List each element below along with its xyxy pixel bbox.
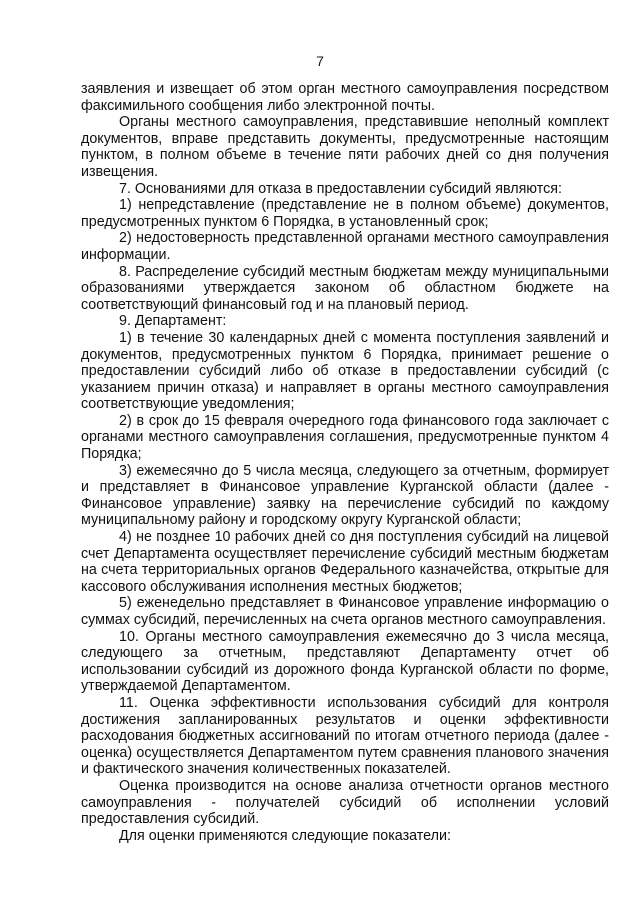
paragraph: 2) недостоверность представленной органами местного самоуправления информации. (81, 230, 609, 263)
paragraph: Оценка производится на основе анализа отчетности органов местного самоуправления - получателей субсидий об исполнении условий предоставления субсидий. (81, 777, 609, 828)
paragraph: заявления и извещает об этом орган местного самоуправления посредством факсимильного сообщения либо электронной почты. (81, 81, 609, 114)
paragraph: 7. Основаниями для отказа в предоставлении субсидий являются: (119, 180, 562, 197)
paragraph: 3) ежемесячно до 5 числа месяца, следующего за отчетным, формирует и представляет в Финансовое управление Курганской области (далее - Финансовое управление) заявку на перечисление субсидий по каждому муниципальному району и городскому округу Курганской области; (81, 462, 609, 529)
paragraph: 4) не позднее 10 рабочих дней со дня поступления субсидий на лицевой счет Департамента осуществляет перечисление субсидий местным бюджетам на счета территориальных органов Федерального казначейства, открытые для кассового обслуживания исполнения местных бюджетов; (81, 529, 609, 595)
paragraph: 8. Распределение субсидий местным бюджетам между муниципальными образованиями утверждается законом об областном бюджете на соответствующий финансовый год и на плановый период. (81, 263, 609, 313)
paragraph: 9. Департамент: (119, 313, 227, 330)
paragraph: 1) в течение 30 календарных дней с момента поступления заявлений и документов, предусмотренных пунктом 6 Порядка, принимает решение о предоставлении субсидий либо об отказе в предоставлении субсидий (с указанием причин отказа) и направляет в органы местного самоуправления соответствующие уведомления; (81, 329, 609, 413)
document-body (81, 81, 609, 844)
page-number: 7 (316, 53, 324, 69)
paragraph: 5) еженедельно представляет в Финансовое управление информацию о суммах субсидий, перечисленных на счета органов местного самоуправления. (81, 595, 609, 628)
paragraph: 1) непредставление (представление не в полном объеме) документов, предусмотренных пунктом 6 Порядка, в установленный срок; (81, 197, 609, 230)
paragraph: 2) в срок до 15 февраля очередного года финансового года заключает с органами местного самоуправления соглашения, предусмотренные пунктом 4 Порядка; (81, 412, 609, 463)
paragraph: 11. Оценка эффективности использования субсидий для контроля достижения запланированных результатов и оценки эффективности расходования бюджетных ассигнований по итогам отчетного периода (далее - оценка) осуществляется Департаментом путем сравнения планового значения и фактического значения количественных показателей. (81, 694, 609, 778)
paragraph: Для оценки применяются следующие показатели: (119, 827, 451, 844)
paragraph: Органы местного самоуправления, представившие неполный комплект документов, вправе представить документы, предусмотренные настоящим пунктом, в полном объеме в течение пяти рабочих дней со дня получения извещения. (81, 114, 609, 180)
paragraph: 10. Органы местного самоуправления ежемесячно до 3 числа месяца, следующего за отчетным, представляют Департаменту отчет об использовании субсидий из дорожного фонда Курганской области по форме, утверждаемой Департаментом. (81, 628, 609, 695)
